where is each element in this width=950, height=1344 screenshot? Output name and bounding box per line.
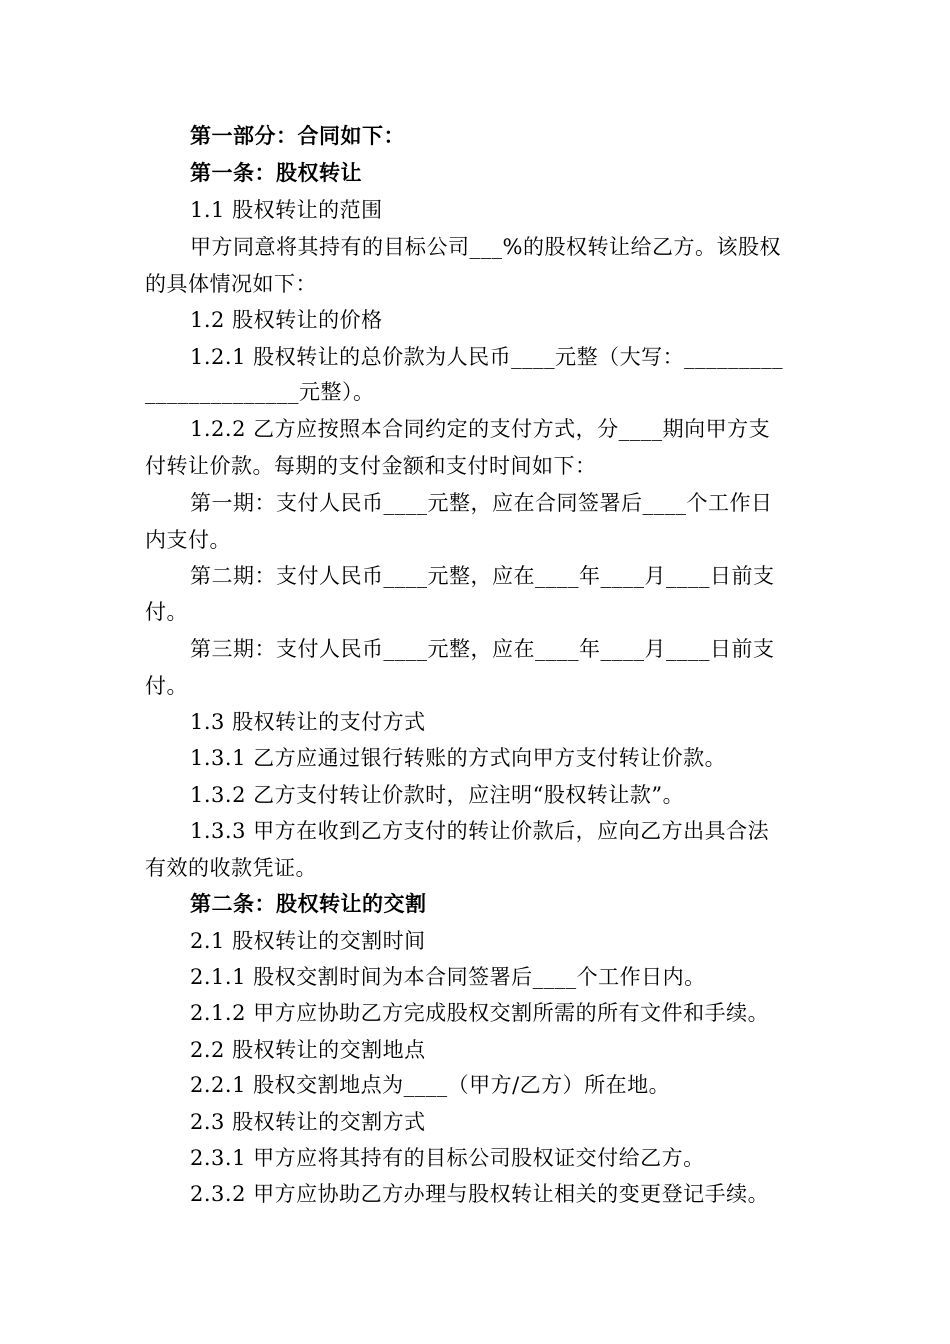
paragraph-line: 2.1.1 股权交割时间为本合同签署后____个工作日内。 bbox=[190, 965, 706, 989]
section-2-2-heading: 2.2 股权转让的交割地点 bbox=[190, 1038, 426, 1062]
section-2-1-heading: 2.1 股权转让的交割时间 bbox=[190, 929, 426, 953]
article-1-heading: 第一条：股权转让 bbox=[190, 160, 362, 185]
part-heading: 第一部分：合同如下： bbox=[190, 123, 405, 148]
paragraph-line: 内支付。 bbox=[145, 528, 231, 552]
paragraph-line: 第二期：支付人民币____元整，应在____年____月____日前支 bbox=[190, 564, 775, 588]
paragraph-line: 1.2.1 股权转让的总价款为人民币____元整（大写：_________ bbox=[190, 345, 784, 369]
paragraph-line: 1.3.1 乙方应通过银行转账的方式向甲方支付转让价款。 bbox=[190, 746, 727, 770]
section-1-1-heading: 1.1 股权转让的范围 bbox=[190, 198, 383, 222]
paragraph-line: 1.2.2 乙方应按照本合同约定的支付方式，分____期向甲方支 bbox=[190, 417, 771, 441]
paragraph-line: 第三期：支付人民币____元整，应在____年____月____日前支 bbox=[190, 637, 775, 661]
paragraph-line: 2.3.2 甲方应协助乙方办理与股权转让相关的变更登记手续。 bbox=[190, 1182, 770, 1206]
section-2-3-heading: 2.3 股权转让的交割方式 bbox=[190, 1110, 426, 1134]
paragraph-line: 甲方同意将其持有的目标公司___%的股权转让给乙方。该股权 bbox=[190, 235, 781, 259]
section-1-3-heading: 1.3 股权转让的支付方式 bbox=[190, 710, 426, 734]
section-1-2-heading: 1.2 股权转让的价格 bbox=[190, 308, 383, 332]
paragraph-line: 2.3.1 甲方应将其持有的目标公司股权证交付给乙方。 bbox=[190, 1146, 705, 1170]
paragraph-line: 付转让价款。每期的支付金额和支付时间如下： bbox=[145, 454, 597, 478]
paragraph-line: 付。 bbox=[145, 674, 188, 698]
paragraph-line: 的具体情况如下： bbox=[145, 272, 317, 296]
paragraph-line: 2.2.1 股权交割地点为____（甲方/乙方）所在地。 bbox=[190, 1073, 671, 1097]
paragraph-line: 有效的收款凭证。 bbox=[145, 856, 317, 880]
paragraph-line: 1.3.2 乙方支付转让价款时，应注明“股权转让款”。 bbox=[190, 783, 685, 807]
paragraph-line: 第一期：支付人民币____元整，应在合同签署后____个工作日 bbox=[190, 491, 773, 515]
paragraph-line: 付。 bbox=[145, 600, 188, 624]
article-2-heading: 第二条：股权转让的交割 bbox=[190, 891, 427, 916]
paragraph-line: ______________元整）。 bbox=[145, 380, 375, 404]
paragraph-line: 1.3.3 甲方在收到乙方支付的转让价款后，应向乙方出具合法 bbox=[190, 819, 770, 843]
paragraph-line: 2.1.2 甲方应协助乙方完成股权交割所需的所有文件和手续。 bbox=[190, 1001, 770, 1025]
